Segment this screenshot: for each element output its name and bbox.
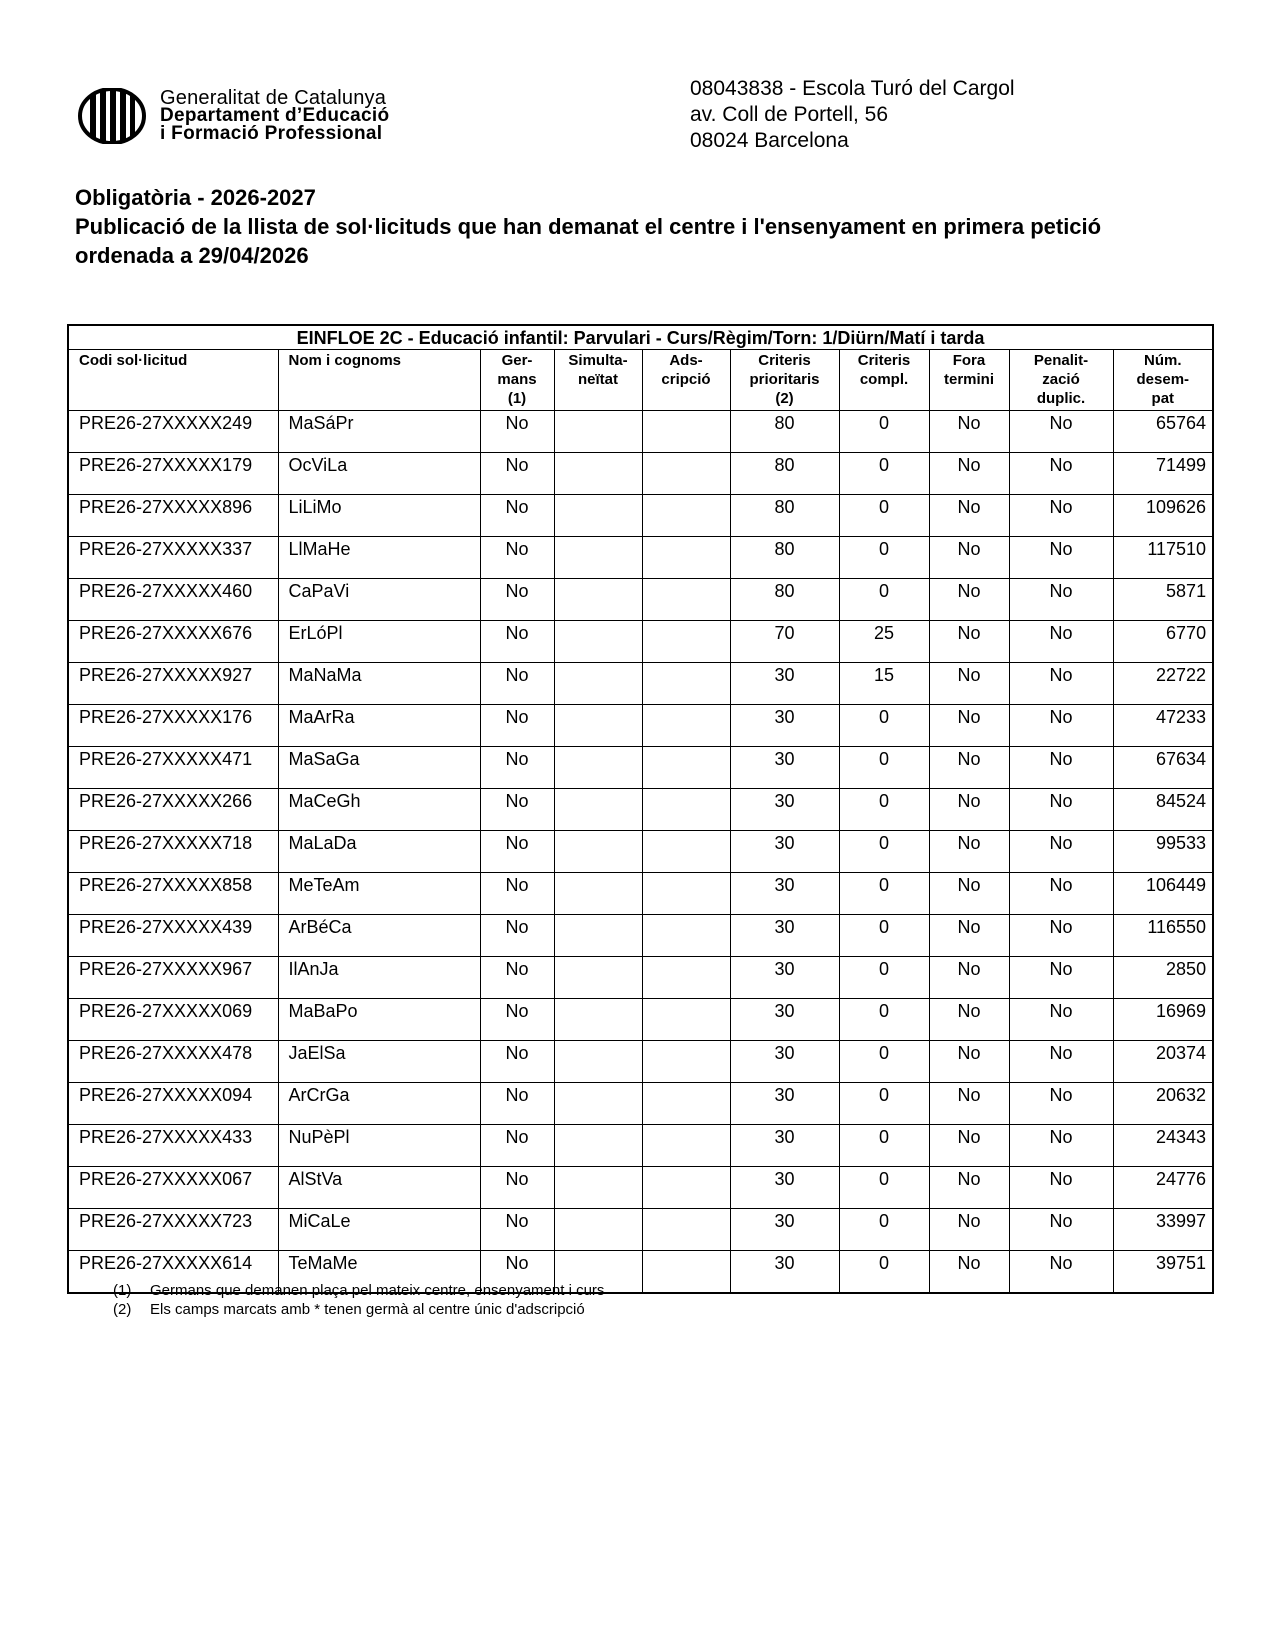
cell-criteris-compl: 0 xyxy=(839,705,929,747)
cell-criteris-prioritaris: 30 xyxy=(730,1125,839,1167)
cell-adscripcio xyxy=(642,411,730,453)
cell-nom: CaPaVi xyxy=(278,579,480,621)
cell-fora-termini: No xyxy=(929,495,1009,537)
cell-nom: LlMaHe xyxy=(278,537,480,579)
cell-simultaneitat xyxy=(554,537,642,579)
cell-penalitzacio: No xyxy=(1009,621,1113,663)
cell-fora-termini: No xyxy=(929,621,1009,663)
applications-table xyxy=(67,324,1214,1294)
cell-simultaneitat xyxy=(554,873,642,915)
generalitat-logo-icon xyxy=(78,88,146,144)
cell-simultaneitat xyxy=(554,621,642,663)
header-col-criteris-compl: Criteris compl. xyxy=(839,350,929,411)
cell-criteris-compl: 0 xyxy=(839,1083,929,1125)
cell-adscripcio xyxy=(642,747,730,789)
cell-penalitzacio: No xyxy=(1009,411,1113,453)
cell-fora-termini: No xyxy=(929,1251,1009,1294)
cell-criteris-compl: 0 xyxy=(839,1125,929,1167)
logo-line-generalitat: Generalitat de Catalunya xyxy=(160,87,387,109)
cell-penalitzacio: No xyxy=(1009,957,1113,999)
cell-penalitzacio: No xyxy=(1009,1251,1113,1294)
document-title-block xyxy=(75,183,1195,270)
school-address-block xyxy=(690,76,1015,154)
cell-criteris-prioritaris: 80 xyxy=(730,579,839,621)
cell-adscripcio xyxy=(642,453,730,495)
header-col-fora-termini: Fora termini xyxy=(929,350,1009,411)
cell-germans: No xyxy=(480,789,554,831)
cell-num-desempat: 5871 xyxy=(1113,579,1213,621)
cell-penalitzacio: No xyxy=(1009,579,1113,621)
cell-penalitzacio: No xyxy=(1009,495,1113,537)
cell-criteris-compl: 15 xyxy=(839,663,929,705)
cell-fora-termini: No xyxy=(929,537,1009,579)
cell-simultaneitat xyxy=(554,831,642,873)
cell-codi: PRE26-27XXXXX249 xyxy=(68,411,278,453)
cell-criteris-compl: 0 xyxy=(839,957,929,999)
cell-codi: PRE26-27XXXXX176 xyxy=(68,705,278,747)
cell-criteris-compl: 0 xyxy=(839,1209,929,1251)
school-code-name: 08043838 - Escola Turó del Cargol xyxy=(690,77,1015,100)
cell-nom: AlStVa xyxy=(278,1167,480,1209)
school-city: 08024 Barcelona xyxy=(690,129,849,152)
cell-criteris-prioritaris: 30 xyxy=(730,1041,839,1083)
cell-penalitzacio: No xyxy=(1009,831,1113,873)
cell-germans: No xyxy=(480,1041,554,1083)
cell-num-desempat: 109626 xyxy=(1113,495,1213,537)
cell-codi: PRE26-27XXXXX718 xyxy=(68,831,278,873)
cell-nom: TeMaMe xyxy=(278,1251,480,1294)
cell-adscripcio xyxy=(642,873,730,915)
cell-penalitzacio: No xyxy=(1009,747,1113,789)
cell-criteris-prioritaris: 80 xyxy=(730,453,839,495)
cell-codi: PRE26-27XXXXX067 xyxy=(68,1167,278,1209)
cell-fora-termini: No xyxy=(929,789,1009,831)
footnote-number: (1) xyxy=(113,1282,132,1299)
cell-fora-termini: No xyxy=(929,1041,1009,1083)
cell-simultaneitat xyxy=(554,915,642,957)
cell-fora-termini: No xyxy=(929,705,1009,747)
header-col-num-desempat: Núm. desem- pat xyxy=(1113,350,1213,411)
cell-nom: MeTeAm xyxy=(278,873,480,915)
cell-penalitzacio: No xyxy=(1009,789,1113,831)
header-col-germans: Ger- mans (1) xyxy=(480,350,554,411)
cell-fora-termini: No xyxy=(929,747,1009,789)
cell-adscripcio xyxy=(642,663,730,705)
cell-criteris-prioritaris: 30 xyxy=(730,957,839,999)
cell-penalitzacio: No xyxy=(1009,999,1113,1041)
cell-num-desempat: 71499 xyxy=(1113,453,1213,495)
cell-simultaneitat xyxy=(554,957,642,999)
cell-codi: PRE26-27XXXXX337 xyxy=(68,537,278,579)
cell-nom: MaArRa xyxy=(278,705,480,747)
cell-adscripcio xyxy=(642,831,730,873)
cell-germans: No xyxy=(480,747,554,789)
cell-criteris-prioritaris: 30 xyxy=(730,831,839,873)
cell-penalitzacio: No xyxy=(1009,537,1113,579)
cell-codi: PRE26-27XXXXX433 xyxy=(68,1125,278,1167)
cell-criteris-compl: 0 xyxy=(839,831,929,873)
cell-germans: No xyxy=(480,1251,554,1294)
cell-adscripcio xyxy=(642,1083,730,1125)
cell-criteris-prioritaris: 30 xyxy=(730,1251,839,1294)
cell-criteris-compl: 25 xyxy=(839,621,929,663)
cell-germans: No xyxy=(480,621,554,663)
cell-criteris-compl: 0 xyxy=(839,789,929,831)
logo-line-formacio: i Formació Professional xyxy=(160,123,383,144)
cell-codi: PRE26-27XXXXX471 xyxy=(68,747,278,789)
table-row xyxy=(68,411,1213,453)
cell-criteris-prioritaris: 30 xyxy=(730,705,839,747)
cell-fora-termini: No xyxy=(929,663,1009,705)
cell-criteris-prioritaris: 80 xyxy=(730,411,839,453)
cell-fora-termini: No xyxy=(929,1125,1009,1167)
cell-nom: NuPèPl xyxy=(278,1125,480,1167)
table-header-row xyxy=(68,350,1213,411)
cell-nom: ArCrGa xyxy=(278,1083,480,1125)
header-col-simultaneitat: Simulta- neïtat xyxy=(554,350,642,411)
cell-penalitzacio: No xyxy=(1009,1209,1113,1251)
cell-criteris-compl: 0 xyxy=(839,747,929,789)
header-col-penalitzacio: Penalit- zació duplic. xyxy=(1009,350,1113,411)
cell-penalitzacio: No xyxy=(1009,1083,1113,1125)
cell-nom: OcViLa xyxy=(278,453,480,495)
cell-adscripcio xyxy=(642,1041,730,1083)
cell-criteris-prioritaris: 80 xyxy=(730,495,839,537)
table-row xyxy=(68,957,1213,999)
table-row xyxy=(68,1083,1213,1125)
cell-num-desempat: 39751 xyxy=(1113,1251,1213,1294)
cell-adscripcio xyxy=(642,495,730,537)
cell-adscripcio xyxy=(642,579,730,621)
cell-simultaneitat xyxy=(554,1125,642,1167)
cell-germans: No xyxy=(480,1125,554,1167)
cell-adscripcio xyxy=(642,621,730,663)
cell-nom: LiLiMo xyxy=(278,495,480,537)
cell-nom: JaElSa xyxy=(278,1041,480,1083)
cell-fora-termini: No xyxy=(929,579,1009,621)
cell-penalitzacio: No xyxy=(1009,705,1113,747)
logo-line-departament: Departament d’Educació xyxy=(160,105,390,126)
cell-nom: ArBéCa xyxy=(278,915,480,957)
cell-num-desempat: 2850 xyxy=(1113,957,1213,999)
cell-criteris-compl: 0 xyxy=(839,915,929,957)
cell-penalitzacio: No xyxy=(1009,663,1113,705)
cell-nom: MiCaLe xyxy=(278,1209,480,1251)
cell-num-desempat: 16969 xyxy=(1113,999,1213,1041)
cell-penalitzacio: No xyxy=(1009,1125,1113,1167)
header-col-codi: Codi sol·licitud xyxy=(68,350,278,411)
cell-germans: No xyxy=(480,831,554,873)
cell-codi: PRE26-27XXXXX094 xyxy=(68,1083,278,1125)
table-row xyxy=(68,621,1213,663)
cell-num-desempat: 65764 xyxy=(1113,411,1213,453)
cell-fora-termini: No xyxy=(929,873,1009,915)
cell-nom: IlAnJa xyxy=(278,957,480,999)
cell-num-desempat: 67634 xyxy=(1113,747,1213,789)
cell-penalitzacio: No xyxy=(1009,915,1113,957)
footnote-2 xyxy=(113,1300,604,1319)
cell-num-desempat: 20632 xyxy=(1113,1083,1213,1125)
footnote-text: Els camps marcats amb * tenen germà al centre únic d'adscripció xyxy=(150,1301,585,1318)
cell-germans: No xyxy=(480,957,554,999)
cell-adscripcio xyxy=(642,1251,730,1294)
cell-codi: PRE26-27XXXXX069 xyxy=(68,999,278,1041)
cell-criteris-compl: 0 xyxy=(839,873,929,915)
cell-adscripcio xyxy=(642,1125,730,1167)
cell-fora-termini: No xyxy=(929,957,1009,999)
cell-codi: PRE26-27XXXXX676 xyxy=(68,621,278,663)
cell-penalitzacio: No xyxy=(1009,453,1113,495)
cell-adscripcio xyxy=(642,1167,730,1209)
school-street: av. Coll de Portell, 56 xyxy=(690,103,889,126)
cell-criteris-compl: 0 xyxy=(839,1041,929,1083)
cell-germans: No xyxy=(480,705,554,747)
cell-germans: No xyxy=(480,495,554,537)
cell-num-desempat: 20374 xyxy=(1113,1041,1213,1083)
table-row xyxy=(68,1125,1213,1167)
cell-simultaneitat xyxy=(554,579,642,621)
cell-fora-termini: No xyxy=(929,915,1009,957)
cell-codi: PRE26-27XXXXX723 xyxy=(68,1209,278,1251)
cell-num-desempat: 47233 xyxy=(1113,705,1213,747)
cell-germans: No xyxy=(480,873,554,915)
table-row xyxy=(68,495,1213,537)
cell-adscripcio xyxy=(642,999,730,1041)
table-row xyxy=(68,831,1213,873)
table-body xyxy=(68,411,1213,1294)
cell-criteris-compl: 0 xyxy=(839,411,929,453)
table-row xyxy=(68,1209,1213,1251)
cell-adscripcio xyxy=(642,537,730,579)
cell-simultaneitat xyxy=(554,999,642,1041)
cell-simultaneitat xyxy=(554,495,642,537)
table-row xyxy=(68,747,1213,789)
cell-penalitzacio: No xyxy=(1009,1041,1113,1083)
header-col-adscripcio: Ads- cripció xyxy=(642,350,730,411)
cell-adscripcio xyxy=(642,957,730,999)
table-row xyxy=(68,915,1213,957)
cell-penalitzacio: No xyxy=(1009,1167,1113,1209)
cell-germans: No xyxy=(480,915,554,957)
cell-fora-termini: No xyxy=(929,411,1009,453)
cell-adscripcio xyxy=(642,915,730,957)
cell-adscripcio xyxy=(642,789,730,831)
cell-criteris-prioritaris: 80 xyxy=(730,537,839,579)
cell-germans: No xyxy=(480,1167,554,1209)
cell-num-desempat: 117510 xyxy=(1113,537,1213,579)
cell-criteris-prioritaris: 70 xyxy=(730,621,839,663)
cell-codi: PRE26-27XXXXX179 xyxy=(68,453,278,495)
table-row xyxy=(68,1041,1213,1083)
table-row xyxy=(68,1167,1213,1209)
cell-germans: No xyxy=(480,663,554,705)
table-row xyxy=(68,579,1213,621)
cell-codi: PRE26-27XXXXX614 xyxy=(68,1251,278,1294)
table-row xyxy=(68,663,1213,705)
cell-criteris-compl: 0 xyxy=(839,495,929,537)
cell-simultaneitat xyxy=(554,1041,642,1083)
cell-nom: ErLóPl xyxy=(278,621,480,663)
cell-fora-termini: No xyxy=(929,831,1009,873)
cell-criteris-compl: 0 xyxy=(839,1167,929,1209)
cell-nom: MaBaPo xyxy=(278,999,480,1041)
cell-simultaneitat xyxy=(554,1167,642,1209)
cell-criteris-prioritaris: 30 xyxy=(730,999,839,1041)
cell-nom: MaCeGh xyxy=(278,789,480,831)
cell-num-desempat: 24343 xyxy=(1113,1125,1213,1167)
cell-num-desempat: 6770 xyxy=(1113,621,1213,663)
cell-num-desempat: 106449 xyxy=(1113,873,1213,915)
cell-codi: PRE26-27XXXXX439 xyxy=(68,915,278,957)
cell-nom: MaLaDa xyxy=(278,831,480,873)
footnote-text: Germans que demanen plaça pel mateix centre, ensenyament i curs xyxy=(150,1282,605,1299)
cell-simultaneitat xyxy=(554,1209,642,1251)
cell-codi: PRE26-27XXXXX967 xyxy=(68,957,278,999)
generalitat-logo xyxy=(78,88,478,144)
cell-germans: No xyxy=(480,453,554,495)
cell-fora-termini: No xyxy=(929,1167,1009,1209)
table-row xyxy=(68,537,1213,579)
cell-germans: No xyxy=(480,411,554,453)
cell-codi: PRE26-27XXXXX858 xyxy=(68,873,278,915)
cell-criteris-prioritaris: 30 xyxy=(730,873,839,915)
cell-num-desempat: 84524 xyxy=(1113,789,1213,831)
cell-simultaneitat xyxy=(554,663,642,705)
cell-criteris-prioritaris: 30 xyxy=(730,747,839,789)
cell-simultaneitat xyxy=(554,1083,642,1125)
header-col-criteris-prioritaris: Criteris prioritaris (2) xyxy=(730,350,839,411)
cell-simultaneitat xyxy=(554,747,642,789)
cell-simultaneitat xyxy=(554,453,642,495)
cell-nom: MaNaMa xyxy=(278,663,480,705)
cell-nom: MaSaGa xyxy=(278,747,480,789)
table-row xyxy=(68,705,1213,747)
cell-criteris-prioritaris: 30 xyxy=(730,1209,839,1251)
table-row xyxy=(68,999,1213,1041)
cell-penalitzacio: No xyxy=(1009,873,1113,915)
cell-num-desempat: 24776 xyxy=(1113,1167,1213,1209)
cell-fora-termini: No xyxy=(929,999,1009,1041)
cell-fora-termini: No xyxy=(929,453,1009,495)
header-col-nom: Nom i cognoms xyxy=(278,350,480,411)
footnote-1 xyxy=(113,1281,604,1300)
footnote-number: (2) xyxy=(113,1301,132,1318)
cell-criteris-compl: 0 xyxy=(839,579,929,621)
cell-criteris-prioritaris: 30 xyxy=(730,1167,839,1209)
cell-codi: PRE26-27XXXXX896 xyxy=(68,495,278,537)
cell-simultaneitat xyxy=(554,789,642,831)
cell-codi: PRE26-27XXXXX266 xyxy=(68,789,278,831)
cell-codi: PRE26-27XXXXX927 xyxy=(68,663,278,705)
cell-simultaneitat xyxy=(554,411,642,453)
cell-germans: No xyxy=(480,537,554,579)
cell-num-desempat: 33997 xyxy=(1113,1209,1213,1251)
cell-germans: No xyxy=(480,999,554,1041)
cell-fora-termini: No xyxy=(929,1083,1009,1125)
table-row xyxy=(68,453,1213,495)
cell-codi: PRE26-27XXXXX460 xyxy=(68,579,278,621)
cell-criteris-prioritaris: 30 xyxy=(730,915,839,957)
cell-criteris-compl: 0 xyxy=(839,537,929,579)
cell-num-desempat: 99533 xyxy=(1113,831,1213,873)
cell-simultaneitat xyxy=(554,705,642,747)
cell-criteris-prioritaris: 30 xyxy=(730,1083,839,1125)
cell-fora-termini: No xyxy=(929,1209,1009,1251)
table-row xyxy=(68,873,1213,915)
cell-germans: No xyxy=(480,1083,554,1125)
cell-adscripcio xyxy=(642,1209,730,1251)
table-row xyxy=(68,789,1213,831)
cell-criteris-compl: 0 xyxy=(839,453,929,495)
document-title-description: Publicació de la llista de sol·licituds que han demanat el centre i l'ensenyament en primera petició ordenada a 29/04/2026 xyxy=(75,214,1102,268)
cell-criteris-compl: 0 xyxy=(839,1251,929,1294)
cell-germans: No xyxy=(480,579,554,621)
cell-num-desempat: 116550 xyxy=(1113,915,1213,957)
cell-germans: No xyxy=(480,1209,554,1251)
cell-criteris-prioritaris: 30 xyxy=(730,789,839,831)
table-caption: EINFLOE 2C - Educació infantil: Parvulari - Curs/Règim/Torn: 1/Diürn/Matí i tarda xyxy=(68,325,1213,350)
cell-nom: MaSáPr xyxy=(278,411,480,453)
cell-num-desempat: 22722 xyxy=(1113,663,1213,705)
document-title-year: Obligatòria - 2026-2027 xyxy=(75,185,316,210)
cell-criteris-compl: 0 xyxy=(839,999,929,1041)
footnotes xyxy=(113,1281,604,1319)
cell-codi: PRE26-27XXXXX478 xyxy=(68,1041,278,1083)
cell-adscripcio xyxy=(642,705,730,747)
cell-criteris-prioritaris: 30 xyxy=(730,663,839,705)
